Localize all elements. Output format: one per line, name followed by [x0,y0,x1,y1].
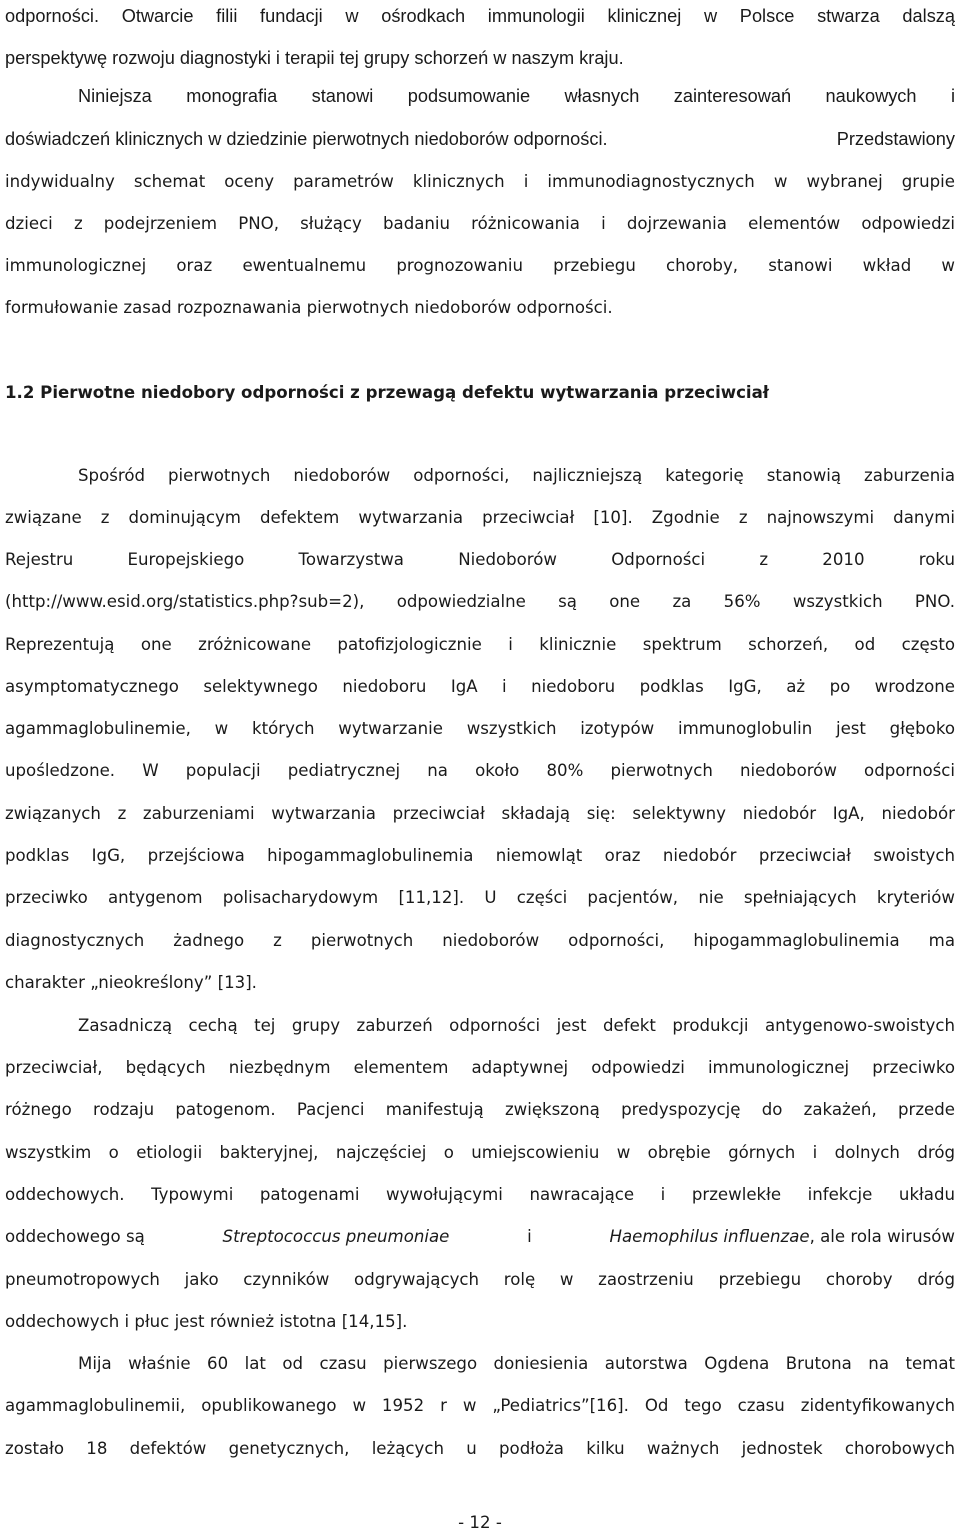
text-line: podklas IgG, przejściowa hipogammaglobulinemia niemowląt oraz niedobór przeciwciał swoistych [5,846,955,865]
text-line: przeciwciał, będących niezbędnym elementem adaptywnej odpowiedzi immunologicznej przeciwko [5,1058,955,1077]
text-line: różnego rodzaju patogenom. Pacjenci manifestują zwiększoną predyspozycję do zakażeń, przede [5,1100,955,1119]
text-line: oddechowych. Typowymi patogenami wywołującymi nawracające i przewlekłe infekcje układu [5,1185,955,1204]
text-line: Niniejsza monografia stanowi podsumowanie własnych zainteresowań naukowych i [78,86,955,106]
text-line: pneumotropowych jako czynników odgrywających rolę w zaostrzeniu przebiegu choroby dróg [5,1270,955,1289]
text-line: związanych z zaburzeniami wytwarzania przeciwciał składają się: selektywny niedobór IgA, niedobór [5,804,955,823]
text-line: przeciwko antygenom polisacharydowym [11,12]. U części pacjentów, nie spełniających kryteriów [5,888,955,907]
text-line: Rejestru Europejskiego Towarzystwa Niedoborów Odporności z 2010 roku [5,550,955,569]
text-line-mixed [5,127,955,151]
text-line: Mija właśnie 60 lat od czasu pierwszego doniesienia autorstwa Ogdena Brutona na temat [78,1354,955,1373]
species-name: Haemophilus influenzae [609,1227,810,1246]
text-line: Spośród pierwotnych niedoborów odporności, najliczniejszą kategorię stanowią zaburzenia [78,466,955,485]
text-line: (http://www.esid.org/statistics.php?sub=2), odpowiedzialne są one za 56% wszystkich PNO. [5,592,955,611]
text-segment: doświadczeń klinicznych w dziedzinie pierwotnych niedoborów odporności. [5,129,608,149]
text-line: asymptomatycznego selektywnego niedoboru IgA i niedoboru podklas IgG, aż po wrodzone [5,677,955,696]
page-number: - 12 - [458,1513,502,1532]
text-segment: Przedstawiony [836,129,955,149]
text-line: odporności. Otwarcie filii fundacji w ośrodkach immunologii klinicznej w Polsce stwarza dalszą [5,6,955,26]
text-line: indywidualny schemat oceny parametrów klinicznych i immunodiagnostycznych w wybranej grupie [5,172,955,191]
text-line: formułowanie zasad rozpoznawania pierwotnych niedoborów odporności. [5,298,613,317]
species-name: Streptococcus pneumoniae [222,1227,450,1246]
text-segment: oddechowego są [5,1227,145,1246]
text-segment-group [610,1225,955,1249]
text-line: oddechowych i płuc jest również istotna [14,15]. [5,1312,408,1331]
text-line: upośledzone. W populacji pediatrycznej na około 80% pierwotnych niedoborów odporności [5,761,955,780]
text-line: dzieci z podejrzeniem PNO, służący badaniu różnicowania i dojrzewania elementów odpowiedzi [5,214,955,233]
text-line: związane z dominującym defektem wytwarzania przeciwciał [10]. Zgodnie z najnowszymi danymi [5,508,955,527]
text-segment: , ale rola wirusów [809,1227,955,1246]
text-line: wszystkim o etiologii bakteryjnej, najczęściej o umiejscowieniu w obrębie górnych i dolnych dróg [5,1143,955,1162]
text-line: charakter „nieokreślony” [13]. [5,973,257,992]
text-line: perspektywę rozwoju diagnostyki i terapii tej grupy schorzeń w naszym kraju. [5,48,624,68]
text-line: agammaglobulinemie, w których wytwarzanie wszystkich izotypów immunoglobulin jest głęboko [5,719,955,738]
text-segment: i [527,1227,532,1246]
text-line: immunologicznej oraz ewentualnemu prognozowaniu przebiegu choroby, stanowi wkład w [5,256,955,275]
text-line: Zasadniczą cechą tej grupy zaburzeń odporności jest defekt produkcji antygenowo-swoistych [78,1016,955,1035]
text-line: Reprezentują one zróżnicowane patofizjologicznie i klinicznie spektrum schorzeń, od często [5,635,955,654]
text-line: zostało 18 defektów genetycznych, leżących u podłoża kilku ważnych jednostek chorobowych [5,1439,955,1458]
text-line-mixed [5,1225,955,1249]
section-heading: 1.2 Pierwotne niedobory odporności z przewagą defektu wytwarzania przeciwciał [5,383,769,402]
text-line: agammaglobulinemii, opublikowanego w 1952 r w „Pediatrics”[16]. Od tego czasu zidentyfikowanych [5,1396,955,1415]
text-line: diagnostycznych żadnego z pierwotnych niedoborów odporności, hipogammaglobulinemia ma [5,931,955,950]
